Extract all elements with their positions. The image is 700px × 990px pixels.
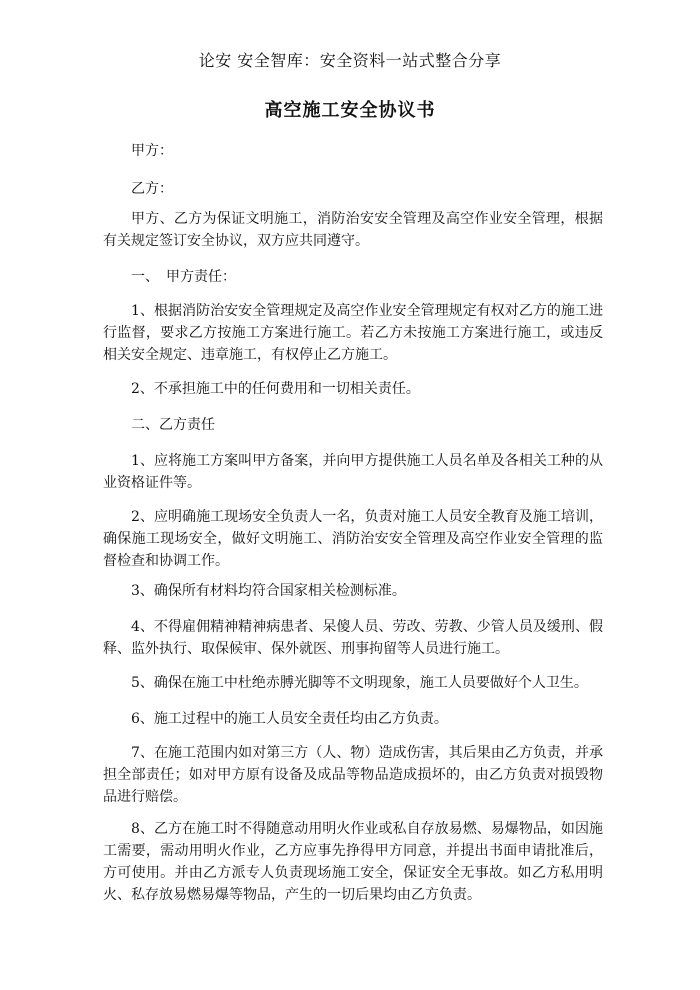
section-a-heading: 一、 甲方责任： xyxy=(131,269,236,285)
section-b-item: 6、施工过程中的施工人员安全责任均由乙方负责。 xyxy=(131,711,448,727)
section-b-item: 4、不得雇佣精神精神病患者、呆傻人员、劳改、劳教、少管人员及缓刑、假释、监外执行、取保候审、保外就医、刑事拘留等人员进行施工。 xyxy=(103,619,603,657)
section-a-item: 2、不承担施工中的任何费用和一切相关责任。 xyxy=(131,381,420,397)
section-b-item: 3、确保所有材料均符合国家相关检测标准。 xyxy=(131,583,406,599)
section-a-item: 1、根据消防治安安全管理规定及高空作业安全管理规定有权对乙方的施工进行监督，要求乙方按施工方案进行施工。若乙方未按施工方案进行施工，或违反相关安全规定、违章施工，有权停止乙方施工。 xyxy=(103,303,603,363)
section-b-item: 7、在施工范围内如对第三方（人、物）造成伤害，其后果由乙方负责，并承担全部责任；如对甲方原有设备及成品等物品造成损坏的，由乙方负责对损毁物品进行赔偿。 xyxy=(103,745,603,805)
intro-paragraph: 甲方、乙方为保证文明施工，消防治安安全管理及高空作业安全管理，根据有关规定签订安全协议，双方应共同遵守。 xyxy=(103,211,603,249)
page-header: 论安 安全智库：安全资料一站式整合分享 xyxy=(198,51,502,70)
section-b-item: 5、确保在施工中杜绝赤膊光脚等不文明现象，施工人员要做好个人卫生。 xyxy=(131,675,588,691)
section-b-item: 8、乙方在施工时不得随意动用明火作业或私自存放易燃、易爆物品，如因施工需要，需动用明火作业，乙方应事先挣得甲方同意，并提出书面申请批准后，方可使用。并由乙方派专人负责现场施工安全，保证安全无事故。如乙方私用明火、私存放易燃易爆等物品，产生的一切后果均由乙方负责。 xyxy=(103,821,603,903)
section-b-item: 2、应明确施工现场安全负责人一名，负责对施工人员安全教育及施工培训，确保施工现场安全，做好文明施工、消防治安安全管理及高空作业安全管理的监督检查和协调工作。 xyxy=(103,509,603,569)
party-b-label: 乙方： xyxy=(131,181,173,197)
document-title: 高空施工安全协议书 xyxy=(264,100,436,121)
section-b-item: 1、应将施工方案叫甲方备案，并向甲方提供施工人员名单及各相关工种的从业资格证件等。 xyxy=(103,453,603,491)
section-b-heading: 二、乙方责任 xyxy=(131,417,215,433)
party-a-label: 甲方： xyxy=(131,143,173,159)
